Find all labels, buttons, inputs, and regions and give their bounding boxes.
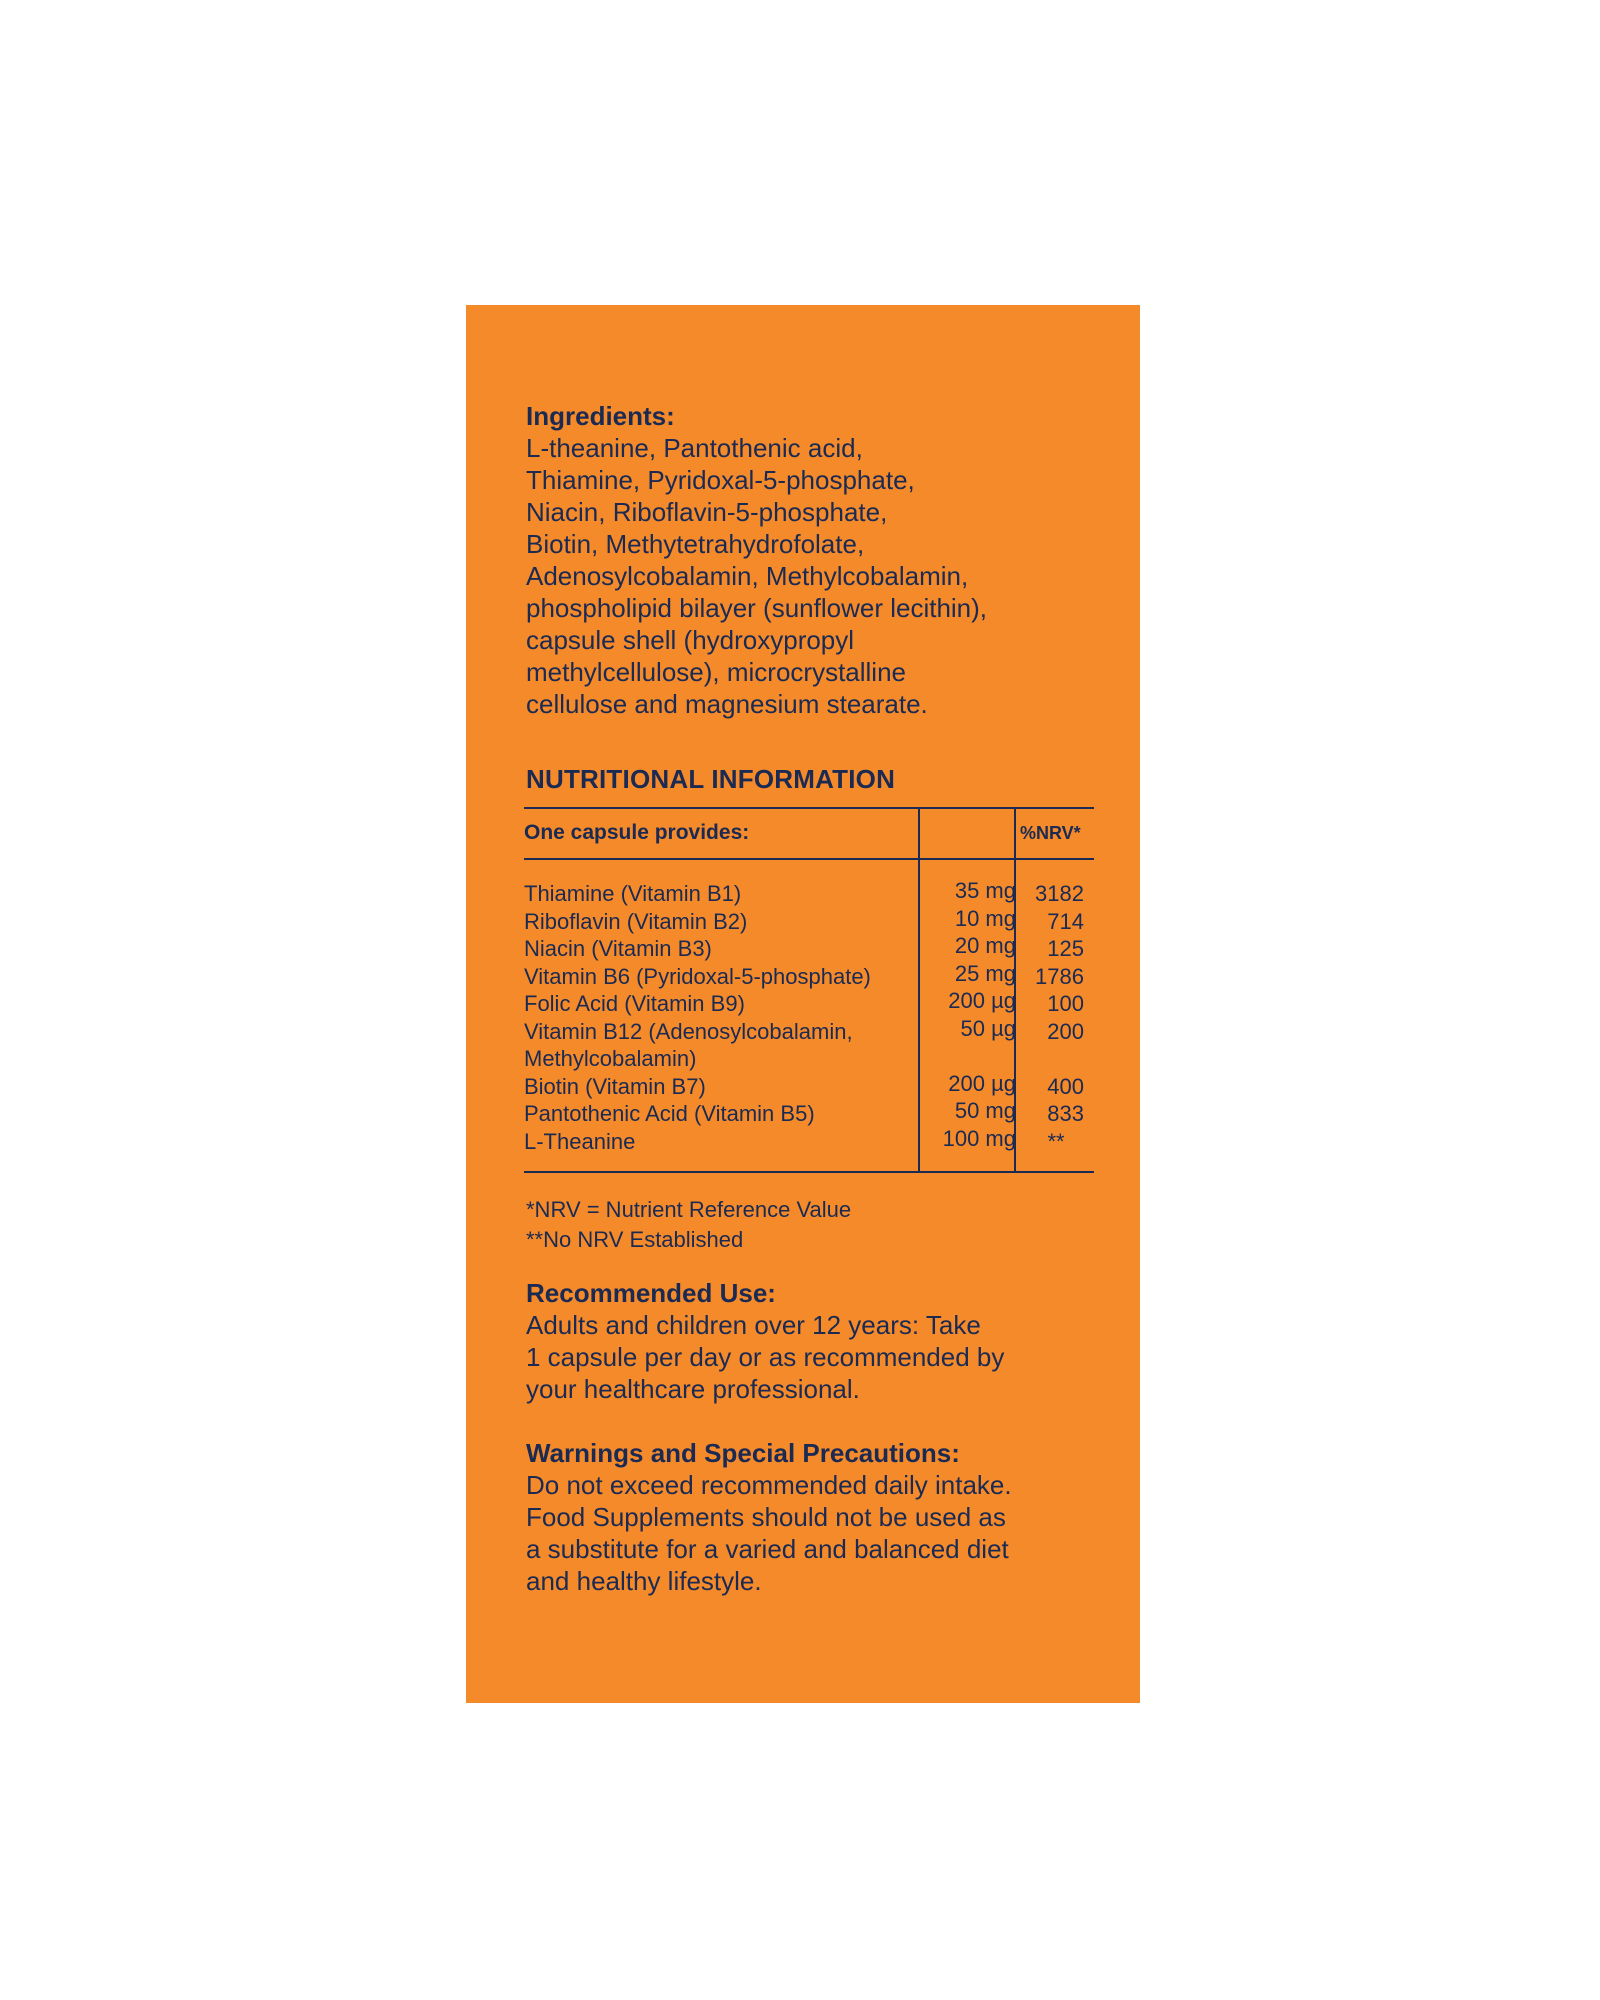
table-row [524, 1097, 1094, 1125]
nutrient-amount: 200 µg [948, 1070, 1016, 1096]
nutrient-amount: 50 µg [960, 1015, 1016, 1041]
table-row [524, 877, 1094, 905]
ingredients-line: Biotin, Methytetrahydrofolate, [526, 529, 865, 559]
nutrient-amount: 200 µg [948, 988, 1016, 1013]
warnings-line: Do not exceed recommended daily intake. [526, 1470, 1012, 1500]
nutrient-name: Thiamine (Vitamin B1) [524, 881, 742, 906]
warnings-line: a substitute for a varied and balanced diet [526, 1534, 1009, 1564]
ingredients-line: L-theanine, Pantothenic acid, [526, 433, 863, 463]
nutrient-amount: 50 mg [954, 1098, 1016, 1123]
ingredients-line: Thiamine, Pyridoxal-5-phosphate, [526, 465, 915, 495]
nutrient-name: Biotin (Vitamin B7) [524, 1073, 706, 1099]
nutrient-amount: 25 mg [954, 960, 1016, 986]
ingredients-line: Niacin, Riboflavin-5-phosphate, [526, 497, 888, 527]
nutrient-name: L-Theanine [524, 1128, 636, 1154]
nutrient-name: Riboflavin (Vitamin B2) [524, 908, 748, 934]
nutrient-amount: 10 mg [954, 905, 1016, 931]
recommended-use-section [526, 1277, 1096, 1405]
nutrition-title: NUTRITIONAL INFORMATION [526, 764, 896, 794]
nutrient-nrv: 3182 [1035, 881, 1084, 906]
nrv-footnotes [526, 1195, 1096, 1255]
nutrient-nrv: 833 [1047, 1101, 1084, 1126]
recommended-use-line: your healthcare professional. [526, 1374, 860, 1404]
nutrient-name [524, 1018, 924, 1072]
nutrient-nrv: 125 [1047, 936, 1084, 961]
table-row [524, 932, 1094, 960]
nutrient-amount: 35 mg [954, 878, 1016, 903]
nutrient-name: Vitamin B6 (Pyridoxal-5-phosphate) [524, 963, 871, 989]
table-top-rule [524, 807, 1094, 809]
footnote: *NRV = Nutrient Reference Value [526, 1197, 852, 1222]
table-row [524, 1125, 1094, 1153]
table-row [524, 905, 1094, 933]
table-header-nrv: %NRV* [1020, 823, 1081, 843]
nutrient-nrv: ** [1047, 1128, 1065, 1154]
nutrient-amount: 100 mg [942, 1125, 1016, 1151]
table-header-provides: One capsule provides: [524, 821, 750, 844]
ingredients-line: Adenosylcobalamin, Methylcobalamin, [526, 561, 969, 591]
warnings-heading: Warnings and Special Precautions: [526, 1438, 960, 1468]
nutrient-amount: 20 mg [954, 933, 1016, 958]
ingredients-line: phospholipid bilayer (sunflower lecithin), [526, 593, 988, 623]
nutrient-nrv: 200 [1047, 1018, 1084, 1044]
ingredients-section [526, 400, 1096, 720]
table-row [524, 1015, 1094, 1070]
warnings-section [526, 1437, 1096, 1597]
nutrient-name: Niacin (Vitamin B3) [524, 936, 712, 961]
nutrient-name: Pantothenic Acid (Vitamin B5) [524, 1101, 815, 1126]
ingredients-line: cellulose and magnesium stearate. [526, 689, 928, 719]
table-row [524, 960, 1094, 988]
table-row [524, 1070, 1094, 1098]
recommended-use-heading: Recommended Use: [526, 1278, 776, 1308]
nutrient-nrv: 714 [1047, 908, 1084, 934]
ingredients-line: capsule shell (hydroxypropyl [526, 625, 855, 655]
nutrient-nrv: 1786 [1035, 963, 1084, 989]
nutrition-table [524, 807, 1094, 1173]
nutrient-name-line: Methylcobalamin) [524, 1045, 697, 1071]
nutrient-nrv: 100 [1047, 991, 1084, 1016]
supplement-label-panel [466, 305, 1140, 1703]
table-rows [524, 877, 1094, 1152]
warnings-line: Food Supplements should not be used as [526, 1502, 1006, 1532]
nutrient-nrv: 400 [1047, 1073, 1084, 1099]
footnote: **No NRV Established [526, 1227, 744, 1252]
table-bottom-rule [524, 1171, 1094, 1173]
nutrient-name-line: Vitamin B12 (Adenosylcobalamin, [524, 1018, 853, 1044]
table-header-rule [524, 858, 1094, 860]
recommended-use-text [526, 1309, 1096, 1405]
warnings-line: and healthy lifestyle. [526, 1566, 762, 1596]
nutrient-name: Folic Acid (Vitamin B9) [524, 991, 745, 1016]
ingredients-heading: Ingredients: [526, 401, 675, 431]
warnings-text [526, 1469, 1096, 1597]
ingredients-text [526, 432, 1096, 720]
recommended-use-line: Adults and children over 12 years: Take [526, 1310, 981, 1340]
recommended-use-line: 1 capsule per day or as recommended by [526, 1342, 1005, 1372]
ingredients-line: methylcellulose), microcrystalline [526, 657, 906, 687]
table-row [524, 987, 1094, 1015]
